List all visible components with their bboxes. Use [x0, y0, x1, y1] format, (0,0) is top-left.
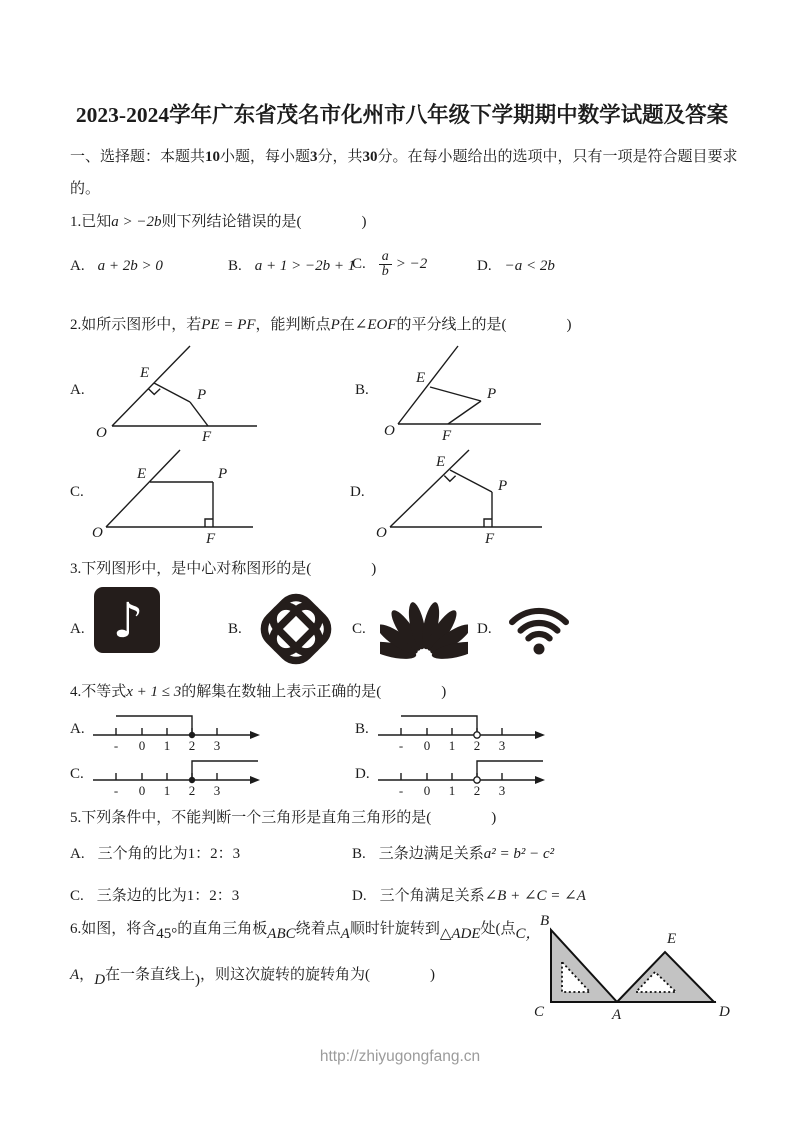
q2-figure-c	[88, 442, 258, 546]
q1-option-c	[352, 250, 427, 280]
svg-text:0: 0	[138, 738, 146, 754]
q2-figures-row-2	[70, 442, 738, 548]
q5-option-d: D. 三个角满足关系∠B + ∠C = ∠A	[352, 887, 586, 904]
point-label-p: P	[487, 386, 497, 403]
q1-option-b	[228, 258, 355, 275]
q1-option-c-label: C.	[352, 256, 366, 273]
point-label-f: F	[442, 428, 452, 443]
q2-figure-d	[372, 442, 547, 546]
q1-stem: 1.已知a > −2b则下列结论错误的是( )	[70, 214, 367, 231]
q1-option-a-text: a + 2b > 0	[97, 257, 163, 274]
q6-text-line-1: 6.如图，将含45°的直角三角板ABC绕着点A顺时针旋转到△ADE处(点C，	[70, 920, 541, 942]
q6-text-line-2: A，D在一条直线上)，则这次旋转的旋转角为( )	[70, 967, 436, 989]
point-label-a: A	[612, 1006, 622, 1023]
q2-figure-a-label: A.	[70, 382, 85, 399]
q2-figure-a	[92, 344, 262, 442]
svg-text:-: -	[113, 783, 119, 799]
point-label-f: F	[485, 531, 495, 547]
page-title: 2023-2024学年广东省茂名市化州市八年级下学期期中数学试题及答案	[75, 103, 729, 127]
point-label-o: O	[96, 425, 107, 442]
q4-diagram-b-label: B.	[355, 721, 369, 738]
q1-option-a	[70, 258, 163, 275]
wifi-icon	[504, 593, 574, 657]
svg-text:-: -	[398, 783, 404, 799]
q6-figure	[528, 912, 748, 1024]
q3-option-b-label: B.	[228, 620, 242, 637]
point-label-e: E	[667, 930, 677, 947]
svg-text:1: 1	[448, 783, 456, 799]
q3-options	[70, 585, 738, 677]
footer-link[interactable]: http://zhiyugongfang.cn	[319, 1047, 481, 1065]
fraction-denominator: b	[381, 264, 389, 280]
q4-diagram-c-label: C.	[70, 766, 84, 783]
q4-row-2	[70, 754, 738, 799]
svg-text:-: -	[398, 738, 404, 754]
q5-stem: 5.下列条件中，不能判断一个三角形是直角三角形的是( )	[70, 810, 497, 827]
q1-option-d-text: −a < 2b	[504, 257, 555, 274]
point-label-e: E	[416, 370, 426, 387]
point-label-d: D	[719, 1003, 730, 1020]
q5-option-b: B. 三条边满足关系a² = b² − c²	[352, 845, 555, 862]
huawei-logo	[380, 595, 468, 659]
q2-figures-row-1	[70, 344, 738, 442]
point-label-e: E	[436, 454, 446, 471]
q4-number-line-b	[375, 709, 560, 753]
q1-option-b-text: a + 1 > −2b + 1	[254, 257, 356, 274]
svg-text:2: 2	[188, 738, 196, 754]
point-label-e: E	[137, 466, 147, 483]
point-label-e: E	[140, 365, 150, 382]
fraction-a-over-b	[379, 250, 392, 280]
svg-text:1: 1	[448, 738, 456, 754]
svg-text:1: 1	[163, 783, 171, 799]
tiktok-logo	[94, 587, 160, 653]
question-6	[70, 912, 738, 1036]
q2-figure-b	[376, 344, 546, 442]
q3-option-a-label: A.	[70, 620, 85, 637]
q2-figure-b-label: B.	[355, 382, 369, 399]
q2-figure-d-label: D.	[350, 484, 365, 501]
china-unicom-logo	[252, 583, 340, 675]
q5-row-2	[70, 884, 738, 910]
q3-stem: 3.下列图形中，是中心对称图形的是( )	[70, 561, 377, 578]
q5-option-a: A. 三个角的比为1：2：3	[70, 845, 241, 862]
q1-option-d	[477, 258, 555, 275]
q1-option-c-text: > −2	[395, 256, 428, 273]
svg-text:0: 0	[423, 738, 431, 754]
point-label-f: F	[206, 531, 216, 547]
point-label-f: F	[202, 429, 212, 443]
svg-text:-: -	[113, 738, 119, 754]
q3-option-d-label: D.	[477, 620, 492, 637]
point-label-o: O	[376, 525, 387, 542]
point-label-p: P	[498, 478, 508, 495]
q4-diagram-d-label: D.	[355, 766, 370, 783]
fraction-numerator: a	[379, 250, 392, 265]
q4-stem: 4.不等式x + 1 ≤ 3的解集在数轴上表示正确的是( )	[70, 683, 447, 700]
point-label-p: P	[218, 466, 228, 483]
q4-number-line-c	[90, 754, 275, 798]
svg-text:3: 3	[213, 783, 221, 799]
q1-option-a-label: A.	[70, 257, 85, 274]
q4-number-line-d	[375, 754, 560, 798]
footer	[70, 1048, 730, 1066]
svg-text:2: 2	[188, 783, 196, 799]
point-label-o: O	[384, 423, 395, 440]
q4-row-1	[70, 709, 738, 754]
q3-option-c-label: C.	[352, 620, 366, 637]
point-label-c: C	[534, 1003, 545, 1020]
svg-text:♪: ♪	[112, 592, 144, 649]
q2-stem: 2.如所示图形中，若PE = PF，能判断点P在∠EOF的平分线上的是( )	[70, 316, 572, 333]
q1-options	[70, 248, 738, 300]
q1-option-d-label: D.	[477, 257, 492, 274]
section-heading: 一、选择题：本题共10小题，每小题3分，共30分。在每小题给出的选项中，只有一项是符合题目要求的。	[70, 148, 738, 197]
q4-diagram-a-label: A.	[70, 721, 85, 738]
svg-text:0: 0	[138, 783, 146, 799]
svg-text:3: 3	[213, 738, 221, 754]
svg-text:2: 2	[473, 783, 481, 799]
q1-option-b-label: B.	[228, 257, 242, 274]
q2-figure-c-label: C.	[70, 484, 84, 501]
point-label-p: P	[197, 387, 207, 404]
point-label-b: B	[540, 912, 550, 929]
svg-text:1: 1	[163, 738, 171, 754]
svg-text:0: 0	[423, 783, 431, 799]
svg-text:3: 3	[498, 738, 506, 754]
q5-option-c: C. 三条边的比为1：2：3	[70, 887, 240, 904]
svg-text:2: 2	[473, 738, 481, 754]
q4-number-line-a	[90, 709, 275, 753]
point-label-o: O	[92, 525, 103, 542]
q5-row-1	[70, 842, 738, 868]
svg-text:3: 3	[498, 783, 506, 799]
